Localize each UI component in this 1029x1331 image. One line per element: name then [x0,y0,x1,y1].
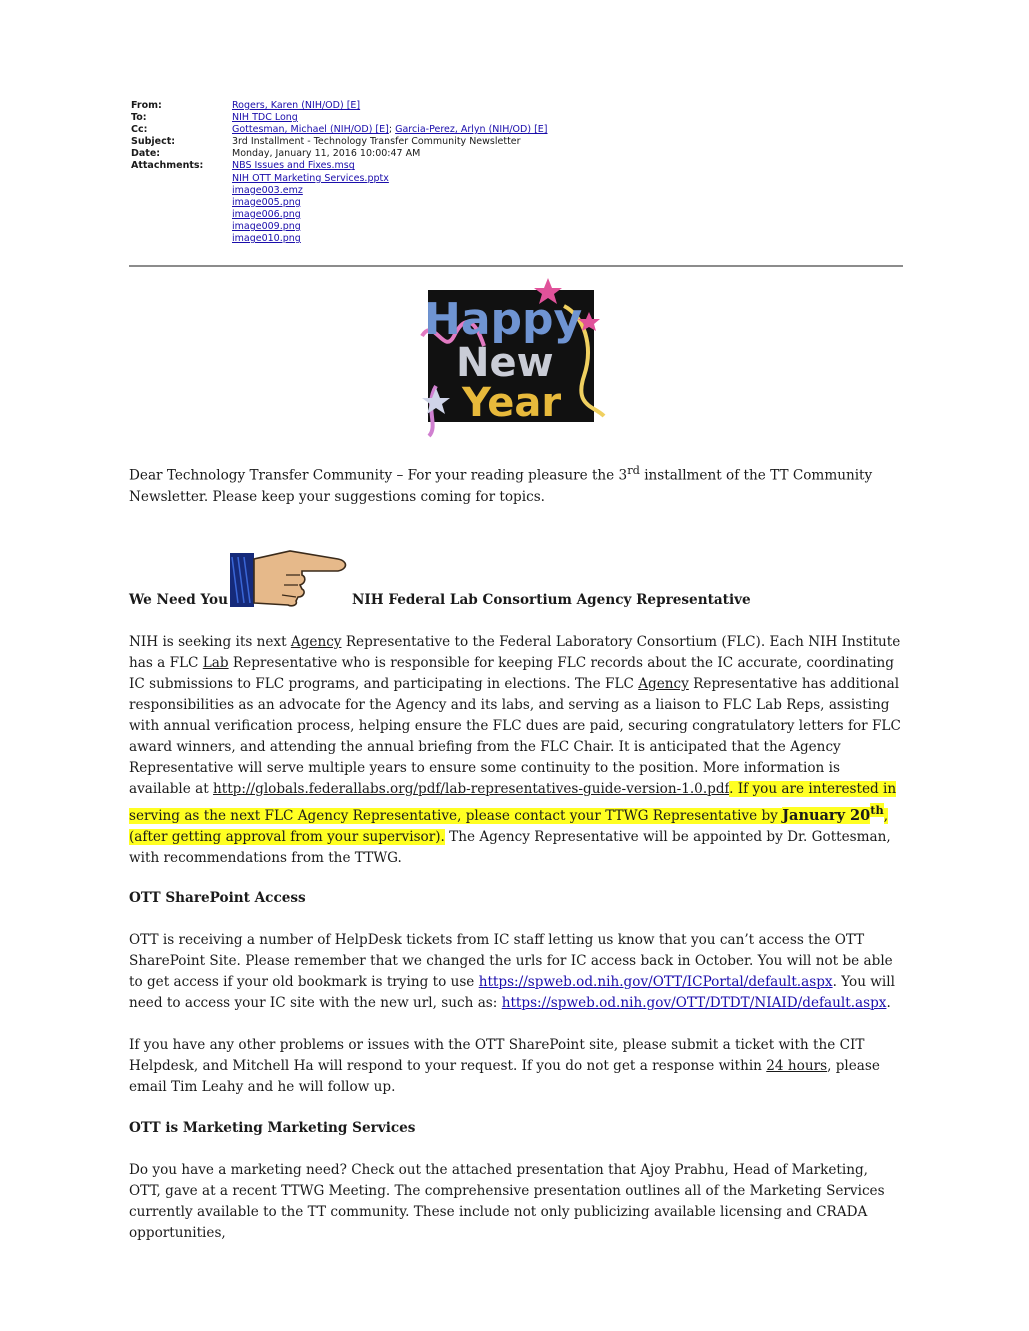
intro-sup: rd [627,463,640,477]
we-need-you-label: We Need You [129,592,228,608]
sharepoint-text-2a: If you have any other problems or issues with the OTT SharePoint site, please submit a ticket with the CIT Helpdesk, and Mitchell Ha will respond to your request. If you do not get a response within [129,1037,865,1074]
to-link[interactable]: NIH TDC Long [232,112,298,124]
cc-label: Cc: [131,124,148,136]
sharepoint-text-1b: . You will need to access your IC site with the new url, such as: [129,974,895,1011]
attachment-link[interactable]: image003.emz [232,184,303,196]
intro-text-a: Dear Technology Transfer Community – For your reading pleasure the 3 [129,467,628,484]
flc-agency-word-2: Agency [638,676,689,692]
attachment-link[interactable]: image005.png [232,196,301,208]
intro-text-b: installment of the TT Community Newsletter. Please keep your suggestions coming for topics. [129,467,873,505]
email-header [131,100,548,245]
to-label: To: [131,112,147,124]
subject-value: 3rd Installment - Technology Transfer Community Newsletter [232,136,521,148]
attachments-row [131,160,548,245]
from-label: From: [131,100,162,111]
intro-paragraph [129,460,901,508]
cc-separator: ; [388,124,396,136]
date-label: Date: [131,148,161,160]
sharepoint-paragraph-1 [129,930,901,1014]
logo-new-text: New [456,340,554,386]
flc-guide-link[interactable]: http://globals.federallabs.org/pdf/lab-representatives-guide-version-1.0.pdf [213,781,730,797]
from-row [131,100,548,112]
happy-new-year-logo [414,276,616,438]
flc-text-3: Representative who is responsible for keeping FLC records about the IC accurate, coordinating IC submissions to FLC programs, and participating in elections. The FLC [129,655,894,692]
flc-paragraph [129,632,901,869]
subject-label: Subject: [131,136,176,148]
flc-lab-word: Lab [202,655,229,671]
logo-year-text: Year [462,380,562,426]
flc-deadline: January 20 [782,806,871,824]
flc-text-2: Representative to the Federal Laboratory Consortium (FLC). Each NIH Institute has a FLC [129,634,901,671]
date-value: Monday, January 11, 2016 10:00:47 AM [232,148,421,160]
icportal-link[interactable]: https://spweb.od.nih.gov/OTT/ICPortal/default.aspx [478,974,833,990]
attachment-link[interactable]: NIH OTT Marketing Services.pptx [232,172,389,184]
pointing-hand-icon [228,545,350,609]
attachments-label: Attachments: [131,160,204,172]
flc-section-title: NIH Federal Lab Consortium Agency Representative [352,592,751,608]
sharepoint-text-1a: OTT is receiving a number of HelpDesk tickets from IC staff letting us know that you can’t access the OTT SharePoint Site. Please remember that we changed the urls for IC access back in October. You will not be able to get access if your old bookmark is trying to use [129,932,893,990]
marketing-text: Do you have a marketing need? Check out the attached presentation that Ajoy Prabhu, Head of Marketing, OTT, gave at a recent TTWG Meeting. The comprehensive presentation outlines all of the Marketing Services currently available to the TT community. These include not only publicizing available licensing and CRADA opportunities, [129,1162,885,1241]
cc-link-2[interactable]: Garcia-Perez, Arlyn (NIH/OD) [E] [395,124,548,136]
from-link[interactable]: Rogers, Karen (NIH/OD) [E] [232,100,361,111]
flc-text-1: NIH is seeking its next [129,634,291,650]
sharepoint-text-2b: , please email Tim Leahy and he will follow up. [129,1058,880,1095]
logo-happy-text: Happy [424,294,583,345]
attachment-link[interactable]: NBS Issues and Fixes.msg [232,160,355,172]
flc-highlight-2: , (after getting approval from your supervisor). [129,807,889,845]
date-row [131,148,548,160]
header-divider [129,265,903,267]
niaid-link[interactable]: https://spweb.od.nih.gov/OTT/DTDT/NIAID/default.aspx [501,995,887,1011]
flc-agency-word: Agency [290,634,342,650]
cc-row [131,124,548,136]
marketing-section-title: OTT is Marketing Marketing Services [129,1120,416,1136]
flc-deadline-sup: th [870,803,884,817]
to-row [131,112,548,124]
sharepoint-text-1c: . [886,995,891,1011]
cc-link-1[interactable]: Gottesman, Michael (NIH/OD) [E] [232,124,389,136]
flc-highlight-1: . If you are interested in serving as the next FLC Agency Representative, please contact your TTWG Representative by [129,781,897,824]
attachment-link[interactable]: image006.png [232,208,301,220]
sharepoint-paragraph-2 [129,1035,901,1098]
attachment-link[interactable]: image010.png [232,233,301,245]
flc-text-4: Representative has additional responsibilities as an advocate for the Agency and its labs, and serving as a liaison to FLC Lab Reps, assisting with annual verification process, helping ensure the FLC dues are paid, securing congratulatory letters for FLC award winners, and attending the annual briefing from the FLC Chair. It is anticipated that the Agency Representative will serve multiple years to ensure some continuity to the position. More information is available at [129,676,901,797]
attachments-list [232,160,548,245]
marketing-paragraph [129,1160,901,1244]
sharepoint-section-title: OTT SharePoint Access [129,890,306,906]
flc-text-5: The Agency Representative will be appointed by Dr. Gottesman, with recommendations from the TTWG. [129,828,891,866]
attachment-link[interactable]: image009.png [232,220,301,232]
sharepoint-hours: 24 hours [766,1058,828,1074]
subject-row [131,136,548,148]
